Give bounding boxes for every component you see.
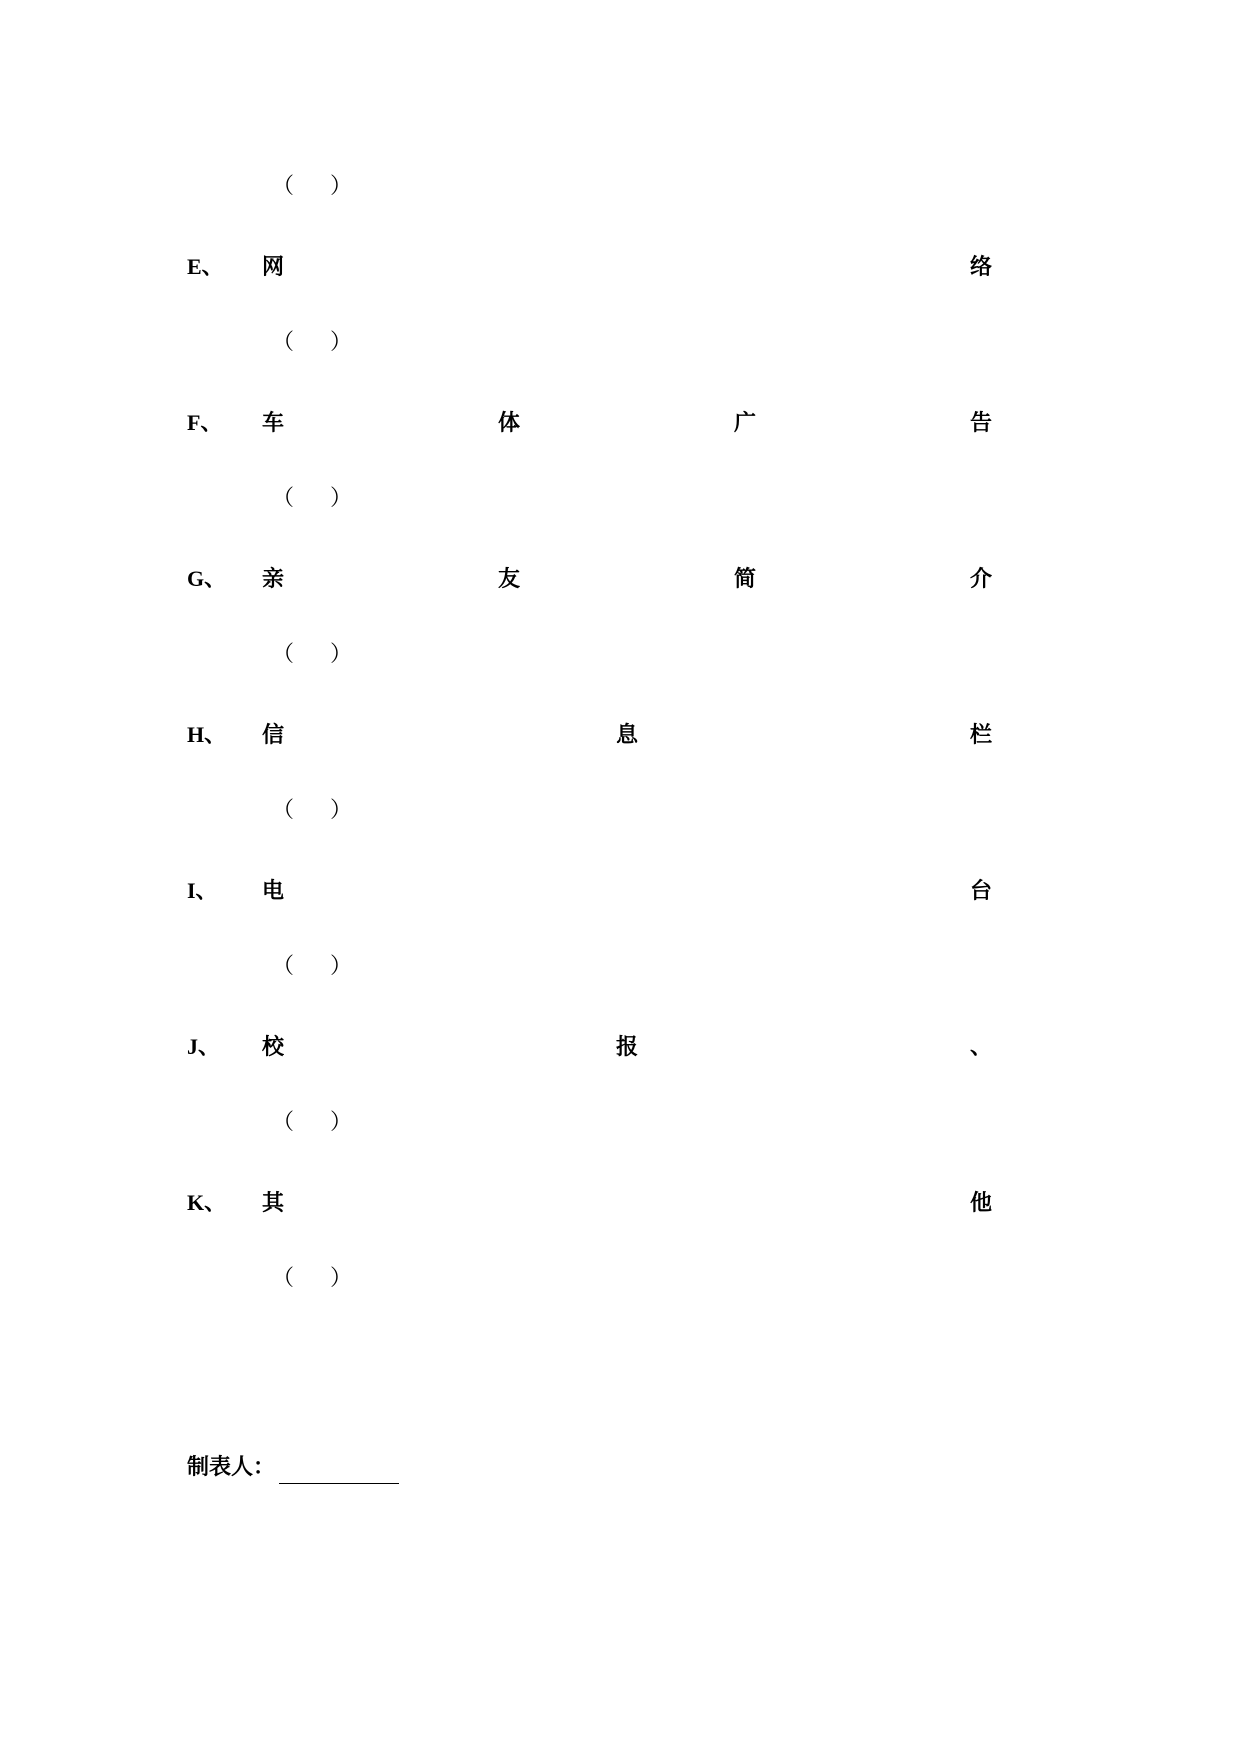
option-char: 络: [970, 254, 993, 280]
option-letter: E、: [187, 254, 224, 279]
option-char: 友: [498, 566, 521, 592]
bracket-open: （: [272, 1110, 295, 1135]
option-char: 信: [262, 722, 285, 748]
answer-bracket: [272, 172, 352, 202]
option-char: 广: [734, 410, 757, 436]
bracket-close: ）: [329, 486, 352, 511]
preparer-blank-line[interactable]: [279, 1459, 399, 1484]
bracket-open: （: [272, 798, 295, 823]
preparer-signature: [187, 1450, 399, 1484]
option-letter: H、: [187, 722, 227, 747]
option-letter: F、: [187, 410, 223, 435]
bracket-close: ）: [329, 798, 352, 823]
option-letter: I、: [187, 878, 218, 903]
bracket-open: （: [272, 954, 295, 979]
option-char: 亲: [262, 566, 285, 592]
option-letter: G、: [187, 566, 227, 591]
option-text: [262, 406, 992, 440]
option-text: [262, 1030, 992, 1064]
option-char: 台: [970, 878, 993, 904]
bracket-close: ）: [329, 174, 352, 199]
bracket-open: （: [272, 174, 295, 199]
bracket-close: ）: [329, 1266, 352, 1291]
option-j: [187, 1030, 992, 1064]
bracket-open: （: [272, 486, 295, 511]
option-f: [187, 406, 992, 440]
option-char: 校: [262, 1034, 285, 1060]
bracket-open: （: [272, 1266, 295, 1291]
option-char: 体: [498, 410, 521, 436]
preparer-label: 制表人：: [187, 1454, 276, 1480]
answer-bracket: [272, 1264, 352, 1294]
bracket-close: ）: [329, 330, 352, 355]
option-char: 栏: [970, 722, 993, 748]
option-char: 、: [970, 1034, 993, 1060]
bracket-open: （: [272, 642, 295, 667]
answer-bracket: [272, 328, 352, 358]
option-letter: K、: [187, 1190, 227, 1215]
option-text: [262, 718, 992, 752]
option-char: 电: [262, 878, 285, 904]
option-char: 简: [734, 566, 757, 592]
option-char: 告: [970, 410, 993, 436]
option-h: [187, 718, 992, 752]
option-e: [187, 250, 992, 284]
bracket-open: （: [272, 330, 295, 355]
option-char: 车: [262, 410, 285, 436]
option-i: [187, 874, 992, 908]
option-char: 其: [262, 1190, 285, 1216]
option-char: 网: [262, 254, 285, 280]
option-text: [262, 874, 992, 908]
option-g: [187, 562, 992, 596]
option-char: 他: [970, 1190, 993, 1216]
option-letter: J、: [187, 1034, 221, 1059]
option-char: 息: [616, 722, 639, 748]
answer-bracket: [272, 796, 352, 826]
option-text: [262, 562, 992, 596]
answer-bracket: [272, 640, 352, 670]
option-char: 报: [616, 1034, 639, 1060]
option-k: [187, 1186, 992, 1220]
option-text: [262, 1186, 992, 1220]
answer-bracket: [272, 1108, 352, 1138]
bracket-close: ）: [329, 1110, 352, 1135]
answer-bracket: [272, 952, 352, 982]
answer-bracket: [272, 484, 352, 514]
bracket-close: ）: [329, 954, 352, 979]
option-char: 介: [970, 566, 993, 592]
bracket-close: ）: [329, 642, 352, 667]
option-text: [262, 250, 992, 284]
